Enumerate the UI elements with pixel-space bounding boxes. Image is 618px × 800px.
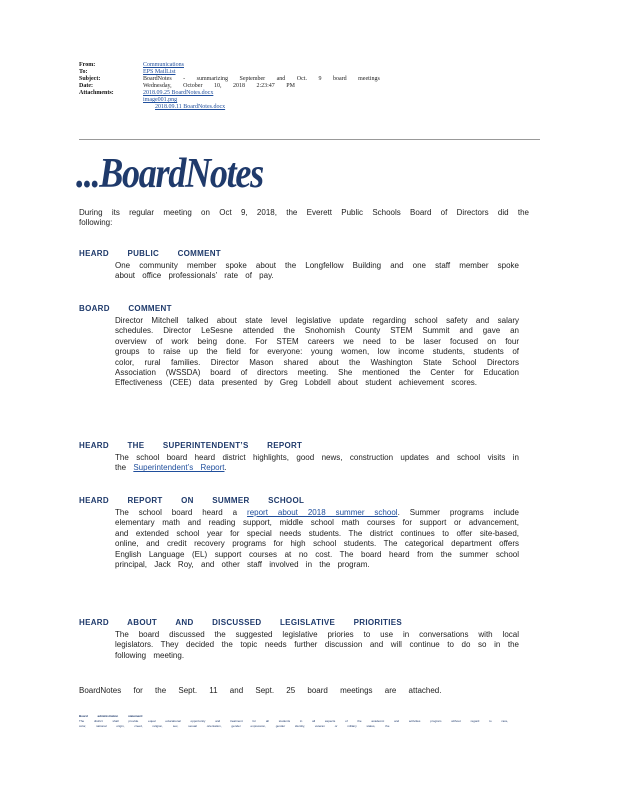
section-body: The board discussed the suggested legislative priories to use in conversations with local legislators. They decided the topic needs further discussion and will continue to do so in the following meeting. (115, 630, 519, 660)
to-row (79, 69, 549, 76)
fine-print-label: Board administration statement: (79, 714, 144, 718)
body-text: . (224, 463, 227, 473)
section-board-comment (79, 304, 529, 389)
from-link[interactable]: Communications (143, 62, 184, 68)
section-heading: BOARD COMMENT (79, 304, 172, 313)
newsletter-title: ...BoardNotes (76, 151, 263, 197)
body-text: The school board heard a (115, 508, 248, 517)
subject-value: BoardNotes - summarizing September and Oct. 9 board meetings (143, 76, 380, 82)
date-label: Date: (79, 83, 93, 89)
body-text: The school board heard district highlights, good news, construction updates and school visits in the (115, 453, 519, 473)
header-divider (79, 139, 540, 140)
to-label: To: (79, 69, 88, 75)
attachment-link[interactable]: image001.png (143, 97, 178, 103)
section-public-comment (79, 249, 529, 282)
summer-school-report-link[interactable]: report about 2018 summer school (247, 508, 398, 517)
attachments-row (79, 90, 549, 111)
fine-print (79, 714, 509, 729)
attachment-link[interactable]: 2018.09.25 BoardNotes.docx (143, 90, 214, 96)
section-summer-school (79, 496, 529, 570)
to-link[interactable]: EPS MailList (143, 69, 176, 75)
fine-print-text: The district shall provide equal educational opportunity and treatment for all students in all aspects of the academic and activities program without regard to race, color, national origin, creed, religion, sex, sexual orientation, gender expression, gender identity, veteran or military status, the (79, 719, 509, 728)
attachment-link[interactable]: 2018.09.11 BoardNotes.docx (155, 104, 226, 110)
date-value: Wednesday, October 10, 2018 2:23:47 PM (143, 83, 295, 89)
section-superintendent-report (79, 441, 529, 474)
section-body (115, 508, 519, 570)
attachments-label: Attachments: (79, 90, 114, 96)
subject-label: Subject: (79, 76, 101, 82)
email-header (79, 62, 549, 111)
section-body: Director Mitchell talked about state level legislative update regarding school safety and salary schedules. Director LeSesne attended the Snohomish County STEM Summit and gave an overview of work being done. For STEM careers we need to be laser focused on four groups to raise up the field for everyone: young women, low income students, students of color, rural families. Director Mason shared about the Washington State School Directors Association (WSSDA) board of directors meeting. She mentioned the Center for Education Effectiveness (CEE) data presented by Greg Lobdell about student achievement scores. (115, 316, 519, 388)
section-body: One community member spoke about the Longfellow Building and one staff member spoke about office professionals’ rate of pay. (115, 261, 519, 281)
section-legislative-priorities (79, 618, 529, 661)
section-heading: HEARD ABOUT AND DISCUSSED LEGISLATIVE PRIORITIES (79, 618, 403, 627)
date-row (79, 83, 549, 90)
section-heading: HEARD PUBLIC COMMENT (79, 249, 221, 258)
from-row (79, 62, 549, 69)
intro-paragraph: During its regular meeting on Oct 9, 2018, the Everett Public Schools Board of Directors did the following: (79, 208, 529, 228)
from-label: From: (79, 62, 96, 68)
section-heading: HEARD THE SUPERINTENDENT’S REPORT (79, 441, 303, 450)
section-body (115, 453, 519, 474)
body-text: . Summer programs include elementary math and reading support, middle school math courses for support or advancement, and extended school year for special needs students. The district continues to offer site-based, online, and credit recovery programs for high school students. The categorical department offers English Language (EL) support courses at no cost. The board heard from the summer school principal, Jack Roy, and other staff involved in the program. (115, 508, 519, 570)
superintendent-report-link[interactable]: Superintendent’s Report (133, 463, 225, 473)
section-heading: HEARD REPORT ON SUMMER SCHOOL (79, 496, 305, 505)
subject-row (79, 76, 549, 83)
closing-line: BoardNotes for the Sept. 11 and Sept. 25 board meetings are attached. (79, 686, 442, 695)
